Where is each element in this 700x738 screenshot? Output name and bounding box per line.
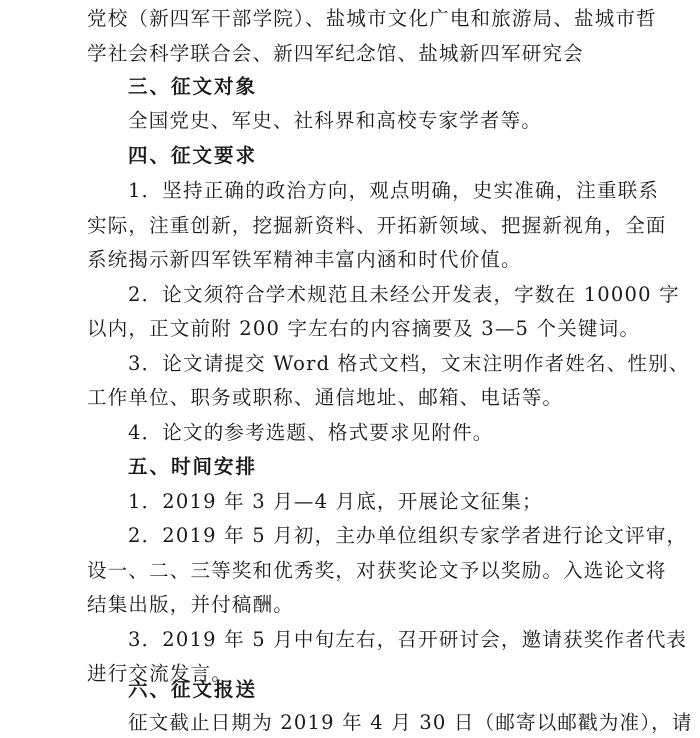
section-5-item-2-line-2: 设一、二、三等奖和优秀奖，对获奖论文予以奖励。入选论文将	[87, 559, 667, 582]
section-5-heading: 五、时间安排	[128, 455, 258, 478]
section-4-item-2-line-1: 2．论文须符合学术规范且未经公开发表，字数在 10000 字	[128, 283, 680, 306]
section-6-body-line-1: 征文截止日期为 2019 年 4 月 30 日（邮寄以邮戳为准），请	[128, 711, 693, 734]
organizers-line-1: 党校（新四军干部学院）、盐城市文化广电和旅游局、盐城市哲	[87, 7, 657, 30]
section-4-item-2-line-2: 以内，正文前附 200 字左右的内容摘要及 3—5 个关键词。	[87, 317, 641, 340]
section-4-item-1-line-2: 实际，注重创新，挖掘新资料、开拓新领域、把握新视角，全面	[87, 214, 667, 237]
section-4-heading: 四、征文要求	[128, 144, 258, 167]
section-3-heading: 三、征文对象	[128, 75, 258, 98]
section-5-item-3-line-1: 3．2019 年 5 月中旬左右，召开研讨会，邀请获奖作者代表	[128, 628, 688, 651]
section-5-item-1-line-1: 1．2019 年 3 月—4 月底，开展论文征集；	[128, 490, 543, 513]
section-4-item-4-line-1: 4．论文的参考选题、格式要求见附件。	[128, 421, 494, 444]
section-4-item-1-line-1: 1．坚持正确的政治方向，观点明确，史实准确，注重联系	[128, 179, 660, 202]
section-6-heading: 六、征文报送	[128, 678, 258, 701]
section-4-item-3-line-2: 工作单位、职务或职称、通信地址、邮箱、电话等。	[87, 386, 564, 409]
section-4-item-3-line-1: 3．论文请提交 Word 格式文档，文末注明作者姓名、性别、	[128, 352, 690, 375]
section-3-body: 全国党史、军史、社科界和高校专家学者等。	[128, 109, 543, 132]
organizers-line-2: 学社会科学联合会、新四军纪念馆、盐城新四军研究会	[87, 42, 584, 65]
section-5-item-2-line-3: 结集出版，并付稿酬。	[87, 593, 295, 616]
section-5-item-3-line-2: 进行交流发言。	[87, 662, 232, 685]
section-4-item-1-line-3: 系统揭示新四军铁军精神丰富内涵和时代价值。	[87, 248, 522, 271]
section-5-item-2-line-1: 2．2019 年 5 月初，主办单位组织专家学者进行论文评审，	[128, 524, 688, 547]
